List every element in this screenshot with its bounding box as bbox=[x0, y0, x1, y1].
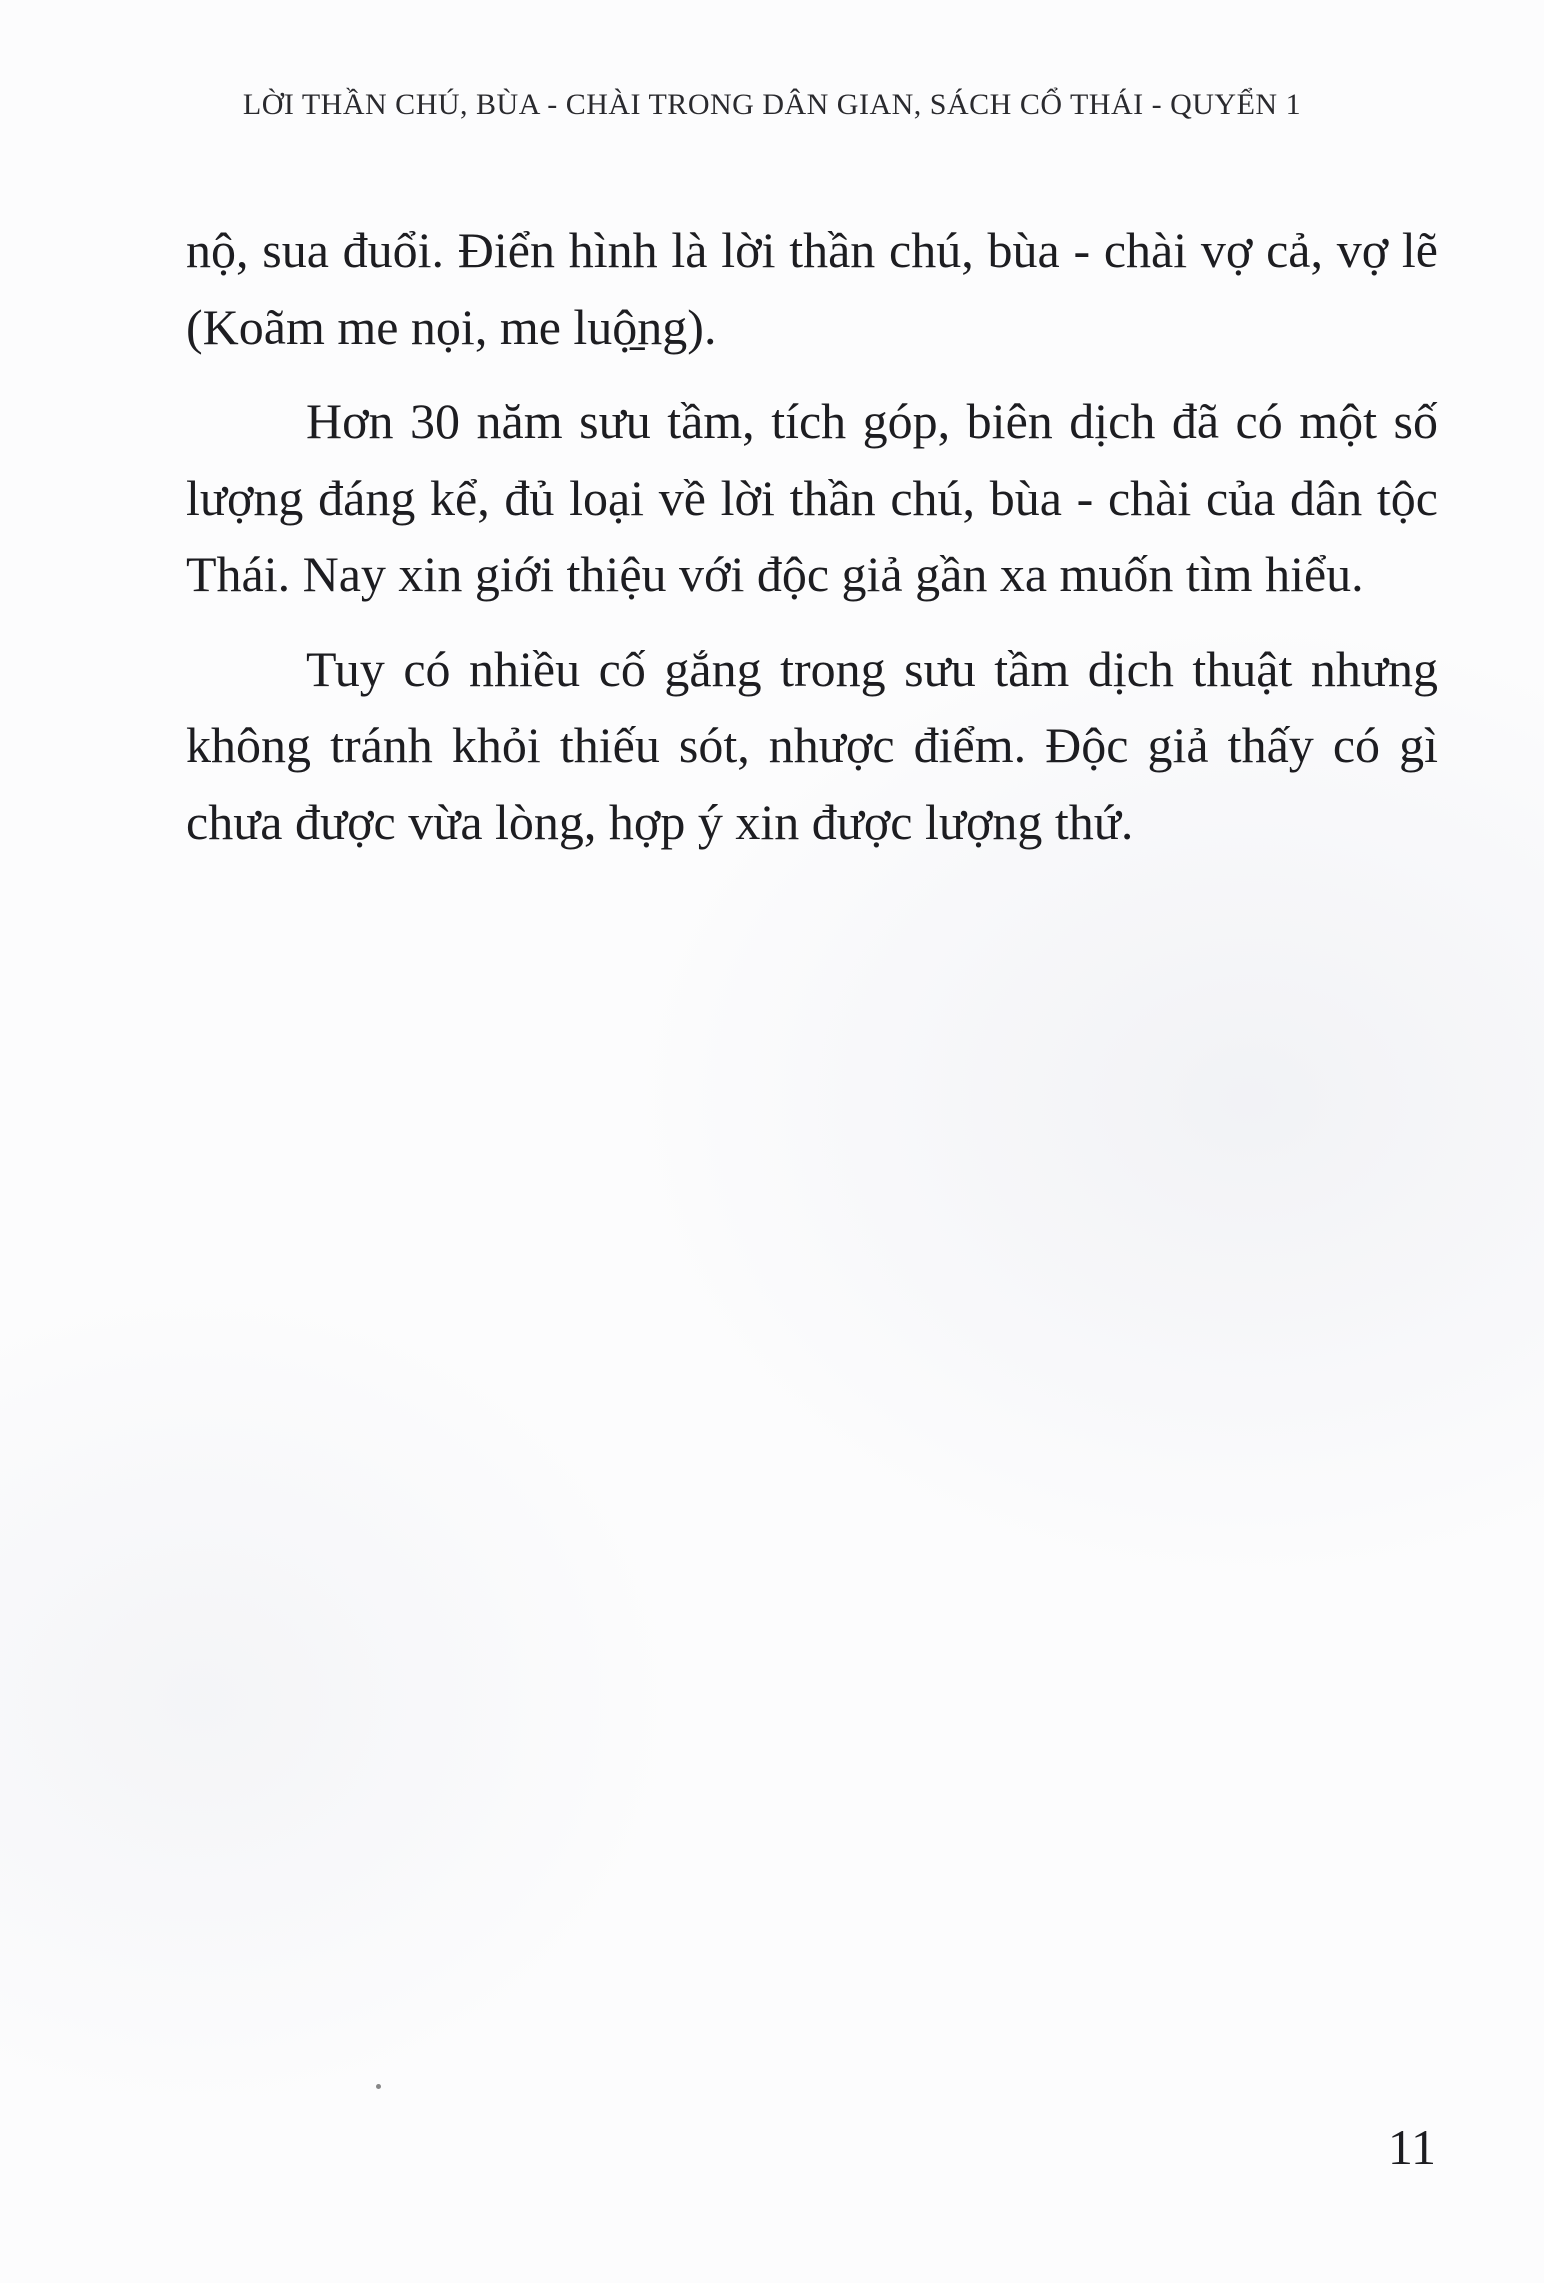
paragraph-apology: Tuy có nhiều cố gắng trong sưu tầm dịch thuật nhưng không tránh khỏi thiếu sót, nhược điểm. Độc giả thấy có gì chưa được vừa lòng, hợp ý xin được lượng thứ. bbox=[186, 640, 1438, 850]
running-header: LỜI THẦN CHÚ, BÙA - CHÀI TRONG DÂN GIAN, SÁCH CỔ THÁI - QUYỂN 1 bbox=[242, 88, 1302, 121]
ink-speck bbox=[376, 2084, 381, 2089]
body-text bbox=[186, 212, 1438, 878]
page-number: 11 bbox=[1387, 2119, 1436, 2175]
paragraph-continuation: nộ, sua đuổi. Điển hình là lời thần chú, bùa - chài vợ cả, vợ lẽ (Koãm me nọi, me luộ̱ng). bbox=[186, 222, 1438, 355]
paragraph-collection-intro: Hơn 30 năm sưu tầm, tích góp, biên dịch đã có một số lượng đáng kể, đủ loại về lời thần chú, bùa - chài của dân tộc Thái. Nay xin giới thiệu với độc giả gần xa muốn tìm hiểu. bbox=[186, 393, 1438, 602]
